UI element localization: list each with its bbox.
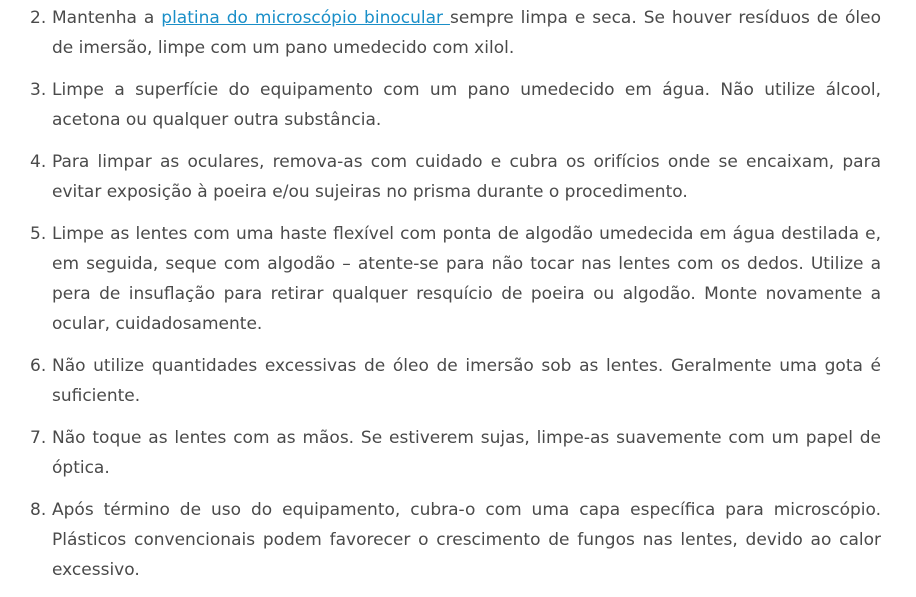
list-item [0,219,916,339]
list-item [0,147,916,207]
item-text: Não toque as lentes com as mãos. Se estiverem sujas, limpe-as suavemente com um papel de óptica. [52,428,881,478]
item-number: 7. [30,428,47,448]
instruction-list [0,3,916,597]
item-number: 5. [30,224,47,244]
item-number: 4. [30,152,47,172]
item-number: 6. [30,356,47,376]
item-text: Para limpar as oculares, remova-as com cuidado e cubra os orifícios onde se encaixam, para evitar exposição à poeira e/ou sujeiras no prisma durante o procedimento. [52,152,881,202]
list-item [0,423,916,483]
item-text: Limpe as lentes com uma haste flexível com ponta de algodão umedecida em água destilada e, em seguida, seque com algodão – atente-se para não tocar nas lentes com os dedos. Utilize a pera de insuflação para retirar qualquer resquício de poeira ou algodão. Monte novamente a ocular, cuidadosamente. [52,224,881,334]
item-text-before: Mantenha a [52,8,162,28]
list-item [0,351,916,411]
item-text-after: sempre limpa e seca. Se houver resíduos de óleo de imersão, limpe com um pano umedecido com xilol. [52,8,881,58]
list-item [0,495,916,585]
item-number: 3. [30,80,47,100]
item-number: 2. [30,8,47,28]
microscope-stage-link[interactable]: platina do microscópio binocular [161,8,450,28]
item-text: Após término de uso do equipamento, cubra-o com uma capa específica para microscópio. Plásticos convencionais podem favorecer o crescimento de fungos nas lentes, devido ao calor excessivo. [52,500,881,580]
item-number: 8. [30,500,47,520]
item-text: Não utilize quantidades excessivas de óleo de imersão sob as lentes. Geralmente uma gota é suficiente. [52,356,881,406]
list-item [0,3,916,63]
item-text: Limpe a superfície do equipamento com um pano umedecido em água. Não utilize álcool, acetona ou qualquer outra substância. [52,80,881,130]
list-item [0,75,916,135]
